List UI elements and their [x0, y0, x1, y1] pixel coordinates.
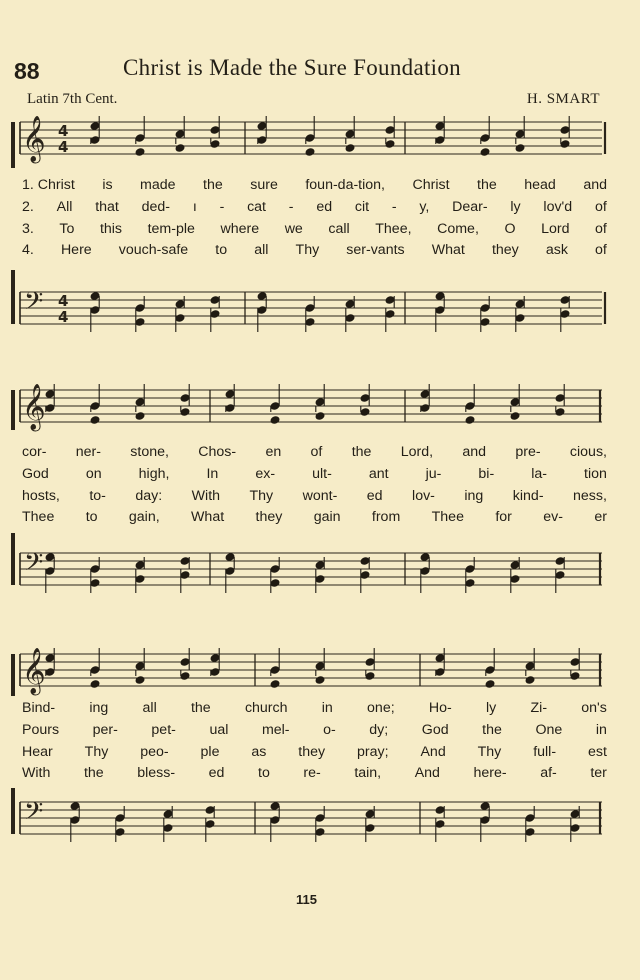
- lyric-syllable: pray;: [357, 744, 389, 760]
- lyric-syllable: In: [206, 466, 219, 482]
- lyric-syllable: Pours: [22, 722, 60, 738]
- lyric-syllable: bi-: [478, 466, 495, 482]
- lyric-syllable: en: [265, 444, 282, 460]
- lyric-syllable: 3.: [22, 221, 34, 237]
- lyric-syllable: to: [215, 242, 228, 258]
- lyric-syllable: the: [351, 444, 372, 460]
- system-bracket: [11, 390, 15, 430]
- note-head: [304, 147, 315, 157]
- lyric-syllable: 4.: [22, 242, 34, 258]
- lyric-syllable: ing: [464, 488, 484, 504]
- note-head: [89, 679, 100, 689]
- lyric-syllable: kind-: [512, 488, 544, 504]
- system-1-treble-staff: [0, 112, 640, 168]
- lyric-syllable: All: [56, 199, 73, 215]
- lyric-syllable: of: [310, 444, 323, 460]
- lyric-syllable: Dear-: [452, 199, 488, 215]
- lyric-syllable: the: [190, 700, 211, 716]
- lyric-syllable: re-: [303, 765, 321, 781]
- lyric-syllable: With: [22, 765, 51, 781]
- lyric-syllable: we: [284, 221, 303, 237]
- lyric-syllable: ult-: [312, 466, 332, 482]
- lyric-syllable: here-: [473, 765, 507, 781]
- lyric-syllable: church: [244, 700, 288, 716]
- lyric-syllable: ual: [209, 722, 229, 738]
- lyric-syllable: gain,: [128, 509, 160, 525]
- lyric-syllable: lov'd: [543, 199, 573, 215]
- bass-clef-icon: 𝄢: [24, 287, 44, 322]
- lyric-syllable: -: [391, 199, 397, 215]
- lyric-syllable: to: [258, 765, 270, 781]
- lyric-syllable: ded-: [141, 199, 171, 215]
- system-3-verse-2: [22, 721, 607, 739]
- lyric-syllable: 2.: [22, 199, 34, 215]
- lyric-syllable: ev-: [543, 509, 563, 525]
- lyric-syllable: made: [140, 177, 176, 193]
- lyric-syllable: on's: [581, 700, 607, 716]
- lyric-syllable: the: [203, 177, 223, 193]
- lyric-syllable: ly: [486, 700, 497, 716]
- lyric-syllable: Thee,: [375, 221, 412, 237]
- lyric-syllable: foun-da-tion,: [305, 177, 386, 193]
- lyric-syllable: Bind-: [22, 700, 56, 716]
- lyric-syllable: sure: [250, 177, 278, 193]
- lyric-syllable: y,: [419, 199, 430, 215]
- lyric-syllable: high,: [138, 466, 170, 482]
- lyric-syllable: Thee: [22, 509, 55, 525]
- note-head: [314, 675, 325, 685]
- lyric-syllable: the: [83, 765, 104, 781]
- note-head: [344, 143, 355, 153]
- system-2-treble-staff: [0, 370, 640, 440]
- lyric-syllable: Lord: [541, 221, 570, 237]
- lyric-syllable: ly: [510, 199, 521, 215]
- page-number: 115: [296, 892, 317, 907]
- lyric-syllable: this: [99, 221, 123, 237]
- lyric-syllable: hosts,: [22, 488, 60, 504]
- lyric-syllable: O: [504, 221, 516, 237]
- lyric-syllable: Thee: [431, 509, 464, 525]
- lyric-syllable: And: [420, 744, 446, 760]
- lyric-syllable: Hear: [22, 744, 53, 760]
- lyric-syllable: peo-: [140, 744, 169, 760]
- lyric-syllable: With: [191, 488, 221, 504]
- lyric-syllable: gain: [313, 509, 341, 525]
- lyric-syllable: ask: [545, 242, 568, 258]
- lyric-syllable: of: [595, 221, 607, 237]
- system-3-verse-4: [22, 764, 607, 782]
- lyric-syllable: head: [524, 177, 556, 193]
- lyric-syllable: tem-ple: [147, 221, 195, 237]
- lyric-syllable: ex-: [255, 466, 276, 482]
- lyric-syllable: ple: [200, 744, 220, 760]
- note-head: [269, 679, 280, 689]
- note-head: [514, 143, 525, 153]
- hymn-title: Christ is Made the Sure Foundation: [123, 55, 461, 80]
- lyric-syllable: in: [595, 722, 607, 738]
- note-head: [89, 415, 100, 425]
- note-head: [134, 411, 145, 421]
- system-3-treble-staff: [0, 636, 640, 706]
- lyric-syllable: Come,: [437, 221, 479, 237]
- lyric-syllable: tion: [584, 466, 607, 482]
- lyric-syllable: cious,: [569, 444, 607, 460]
- system-3-bass-staff: [0, 788, 640, 868]
- lyric-syllable: 1. Christ: [22, 177, 75, 193]
- lyric-syllable: and: [583, 177, 607, 193]
- lyric-syllable: is: [102, 177, 113, 193]
- time-signature-top: 4: [58, 292, 69, 310]
- system-1-verse-3: [22, 220, 607, 238]
- lyric-syllable: on: [85, 466, 102, 482]
- lyric-syllable: they: [255, 509, 283, 525]
- lyric-syllable: God: [421, 722, 449, 738]
- lyric-syllable: Thy: [249, 488, 274, 504]
- note-head: [269, 415, 280, 425]
- system-bracket: [11, 270, 15, 324]
- system-bracket: [11, 788, 15, 834]
- lyric-syllable: mel-: [261, 722, 290, 738]
- lyric-syllable: pet-: [151, 722, 176, 738]
- lyric-syllable: pre-: [515, 444, 541, 460]
- lyric-syllable: And: [414, 765, 440, 781]
- note-head: [524, 675, 535, 685]
- system-2-verse-2: [22, 465, 607, 483]
- treble-clef-icon: 𝄞: [22, 116, 46, 162]
- system-3-verse-3: [22, 743, 607, 761]
- lyric-syllable: lov-: [412, 488, 435, 504]
- system-2-verse-3: [22, 487, 607, 505]
- lyric-syllable: one;: [367, 700, 395, 716]
- lyric-syllable: dy;: [369, 722, 389, 738]
- lyric-syllable: Here: [60, 242, 92, 258]
- lyric-syllable: vouch-safe: [118, 242, 189, 258]
- lyric-syllable: ant: [368, 466, 389, 482]
- lyric-syllable: o-: [323, 722, 336, 738]
- lyric-syllable: the: [477, 177, 497, 193]
- hymn-number: 88: [14, 58, 40, 84]
- lyric-syllable: Chos-: [198, 444, 237, 460]
- lyric-syllable: Thy: [477, 744, 502, 760]
- lyric-syllable: ner-: [75, 444, 101, 460]
- system-bracket: [11, 122, 15, 168]
- lyric-syllable: for: [495, 509, 512, 525]
- lyric-syllable: Thy: [295, 242, 320, 258]
- note-head: [134, 675, 145, 685]
- treble-clef-icon: 𝄞: [22, 648, 46, 694]
- lyric-syllable: -: [219, 199, 225, 215]
- lyric-syllable: all: [142, 700, 157, 716]
- lyric-syllable: ju-: [425, 466, 442, 482]
- lyric-syllable: ness,: [573, 488, 607, 504]
- note-head: [464, 415, 475, 425]
- lyric-syllable: What: [431, 242, 465, 258]
- lyric-syllable: ed: [208, 765, 225, 781]
- lyric-syllable: wont-: [302, 488, 338, 504]
- system-bracket: [11, 533, 15, 585]
- lyric-syllable: ser-vants: [346, 242, 405, 258]
- lyric-syllable: Zi-: [530, 700, 548, 716]
- lyric-syllable: af-: [540, 765, 557, 781]
- bass-clef-icon: 𝄢: [24, 548, 44, 583]
- lyric-syllable: the: [482, 722, 502, 738]
- lyric-syllable: Lord,: [400, 444, 434, 460]
- lyric-syllable: cat: [247, 199, 267, 215]
- lyric-syllable: er: [594, 509, 607, 525]
- time-signature-top: 4: [58, 122, 69, 140]
- lyric-syllable: -: [288, 199, 294, 215]
- lyric-syllable: la-: [531, 466, 548, 482]
- lyric-syllable: cor-: [22, 444, 47, 460]
- lyric-syllable: bless-: [137, 765, 176, 781]
- lyric-syllable: God: [22, 466, 49, 482]
- lyric-syllable: to-: [89, 488, 106, 504]
- lyric-syllable: stone,: [130, 444, 169, 460]
- system-bracket: [11, 654, 15, 696]
- lyric-syllable: ter: [590, 765, 607, 781]
- note-head: [509, 411, 520, 421]
- lyric-syllable: of: [595, 242, 607, 258]
- lyric-syllable: that: [95, 199, 119, 215]
- system-3-verse-1: [22, 699, 607, 717]
- lyric-syllable: and: [462, 444, 487, 460]
- lyric-syllable: where: [220, 221, 260, 237]
- lyric-syllable: call: [328, 221, 350, 237]
- lyric-syllable: per-: [92, 722, 118, 738]
- lyric-syllable: Christ: [412, 177, 450, 193]
- system-1-bass-staff: [0, 270, 640, 332]
- system-1-verse-4: [22, 241, 607, 259]
- lyric-syllable: To: [59, 221, 75, 237]
- lyric-syllable: One: [535, 722, 563, 738]
- lyric-syllable: all: [254, 242, 269, 258]
- time-signature-bottom: 4: [58, 138, 69, 156]
- lyric-syllable: What: [191, 509, 225, 525]
- lyric-syllable: ı: [192, 199, 197, 215]
- lyric-syllable: Ho-: [428, 700, 452, 716]
- system-2-verse-1: [22, 443, 607, 461]
- note-head: [134, 147, 145, 157]
- treble-clef-icon: 𝄞: [22, 384, 46, 430]
- lyric-syllable: Thy: [84, 744, 109, 760]
- lyric-syllable: to: [85, 509, 98, 525]
- note-head: [479, 147, 490, 157]
- lyric-syllable: cit: [354, 199, 370, 215]
- lyric-syllable: tain,: [354, 765, 382, 781]
- lyric-syllable: from: [371, 509, 401, 525]
- lyric-syllable: of: [594, 199, 607, 215]
- system-2-verse-4: [22, 508, 607, 526]
- note-head: [174, 143, 185, 153]
- bass-clef-icon: 𝄢: [24, 797, 44, 832]
- lyric-syllable: in: [321, 700, 333, 716]
- lyric-syllable: ing: [89, 700, 109, 716]
- system-2-bass-staff: [0, 533, 640, 609]
- lyric-syllable: ed: [316, 199, 333, 215]
- credit-composer: H. SMART: [526, 91, 600, 107]
- note-head: [484, 679, 495, 689]
- system-1-verse-1: [22, 176, 607, 194]
- system-1-verse-2: [22, 198, 607, 216]
- note-head: [314, 411, 325, 421]
- lyric-syllable: est: [587, 744, 607, 760]
- lyric-syllable: as: [251, 744, 267, 760]
- lyric-syllable: they: [298, 744, 326, 760]
- lyric-syllable: day:: [135, 488, 163, 504]
- time-signature-bottom: 4: [58, 308, 69, 326]
- lyric-syllable: they: [491, 242, 519, 258]
- lyric-syllable: ed: [366, 488, 383, 504]
- lyric-syllable: full-: [533, 744, 557, 760]
- credit-text-author: Latin 7th Cent.: [27, 91, 118, 107]
